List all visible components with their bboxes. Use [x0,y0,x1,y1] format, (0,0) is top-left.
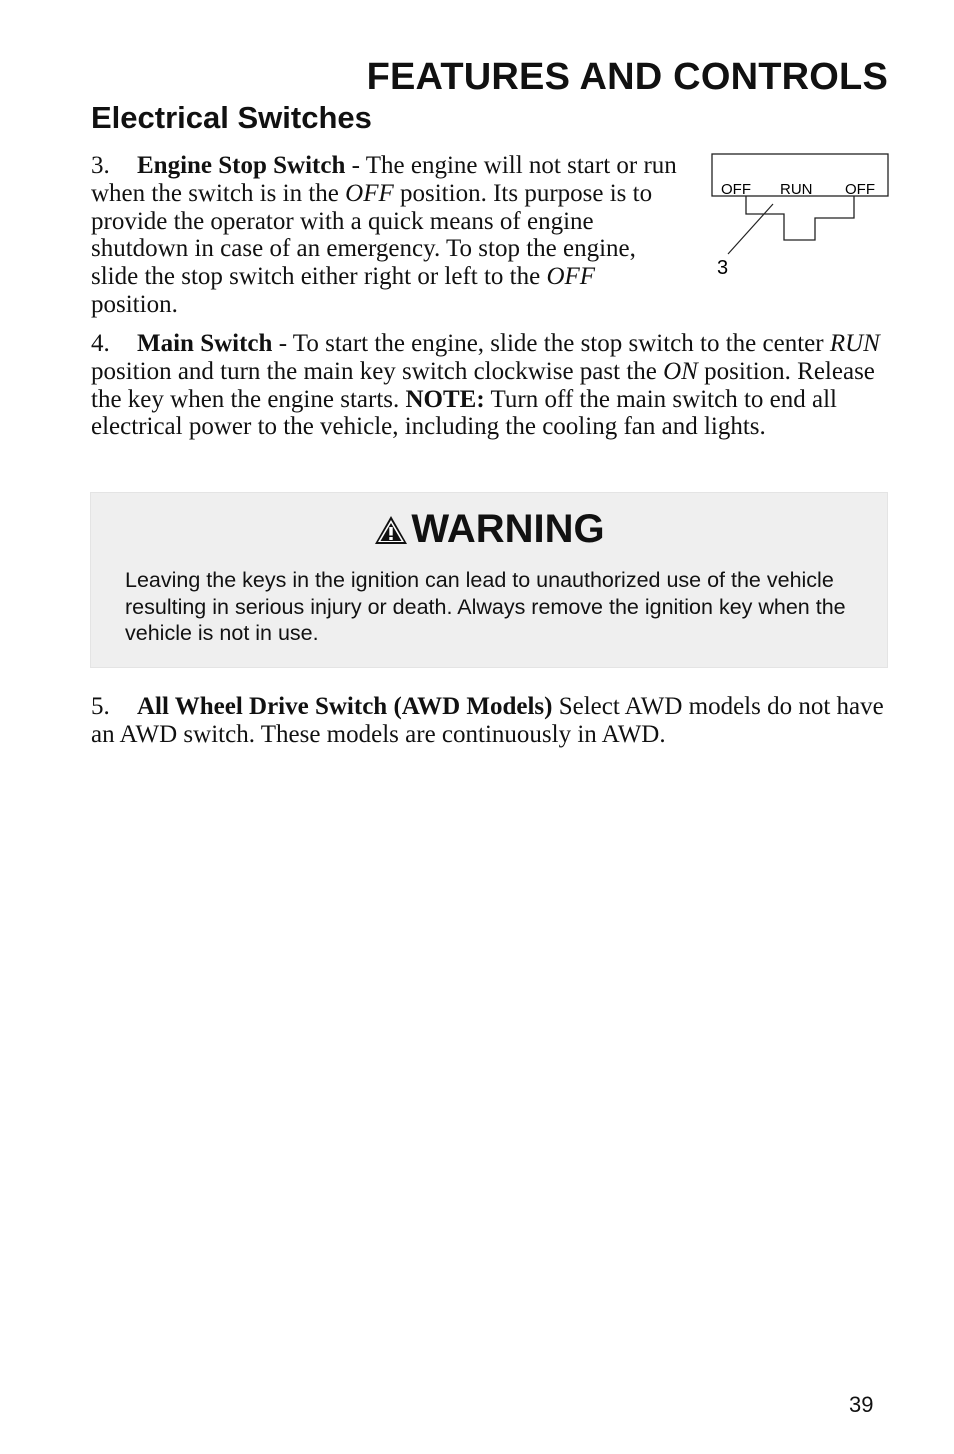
warning-triangle-icon [373,514,409,546]
on-term: ON [663,357,698,385]
item-text: position. [91,290,178,318]
callout-leader-line [728,204,773,254]
page-number: 39 [849,1392,874,1417]
warning-box [90,492,888,668]
off-term: OFF [345,179,394,207]
section-title: Electrical Switches [91,100,372,135]
item-main-switch [91,330,891,441]
stop-switch-diagram [706,152,892,282]
item-text: position. Its purpose is to provide the operator with a quick means of engine shutdown in case of an emergency. To stop the engine, slide the stop switch either right or left to the [91,179,653,291]
item-heading: All Wheel Drive Switch (AWD Models) [137,693,553,720]
item-text: - To start the engine, slide the stop switch to the center [272,330,830,357]
item-number: 4. [91,330,110,357]
warning-title: WARNING [411,507,605,551]
diagram-label-run: RUN [780,181,813,198]
item-engine-stop-switch [91,152,681,319]
warning-heading [91,503,887,555]
item-awd-switch [91,693,891,749]
note-label: NOTE: [405,385,485,413]
off-term: OFF [546,263,596,291]
run-term: RUN [829,330,880,357]
item-heading: Main Switch [137,330,273,357]
item-number: 5. [91,693,110,720]
diagram-callout-number: 3 [717,257,729,279]
item-text: - The engine will not start or run when the switch is in the [91,152,677,207]
switch-slider-outline [746,196,854,240]
warning-text: Leaving the keys in the ignition can lead to unauthorized use of the vehicle resulting in serious injury or death. Always remove the ignition key when the vehicle is not in use. [125,568,846,645]
item-text: position and turn the main key switch clockwise past the [91,357,664,385]
item-text: position. Release the key when the engine starts. [91,357,875,413]
item-text: Turn off the main switch to end all electrical power to the vehicle, including the cooling fan and lights. [91,385,837,441]
diagram-label-off-right: OFF [845,181,875,198]
item-heading: Engine Stop Switch [137,152,346,179]
diagram-label-off-left: OFF [721,181,751,198]
item-text: Select AWD models do not have an AWD switch. These models are continuously in AWD. [91,693,884,748]
chapter-title: FEATURES AND CONTROLS [366,56,888,98]
item-number: 3. [91,152,110,179]
